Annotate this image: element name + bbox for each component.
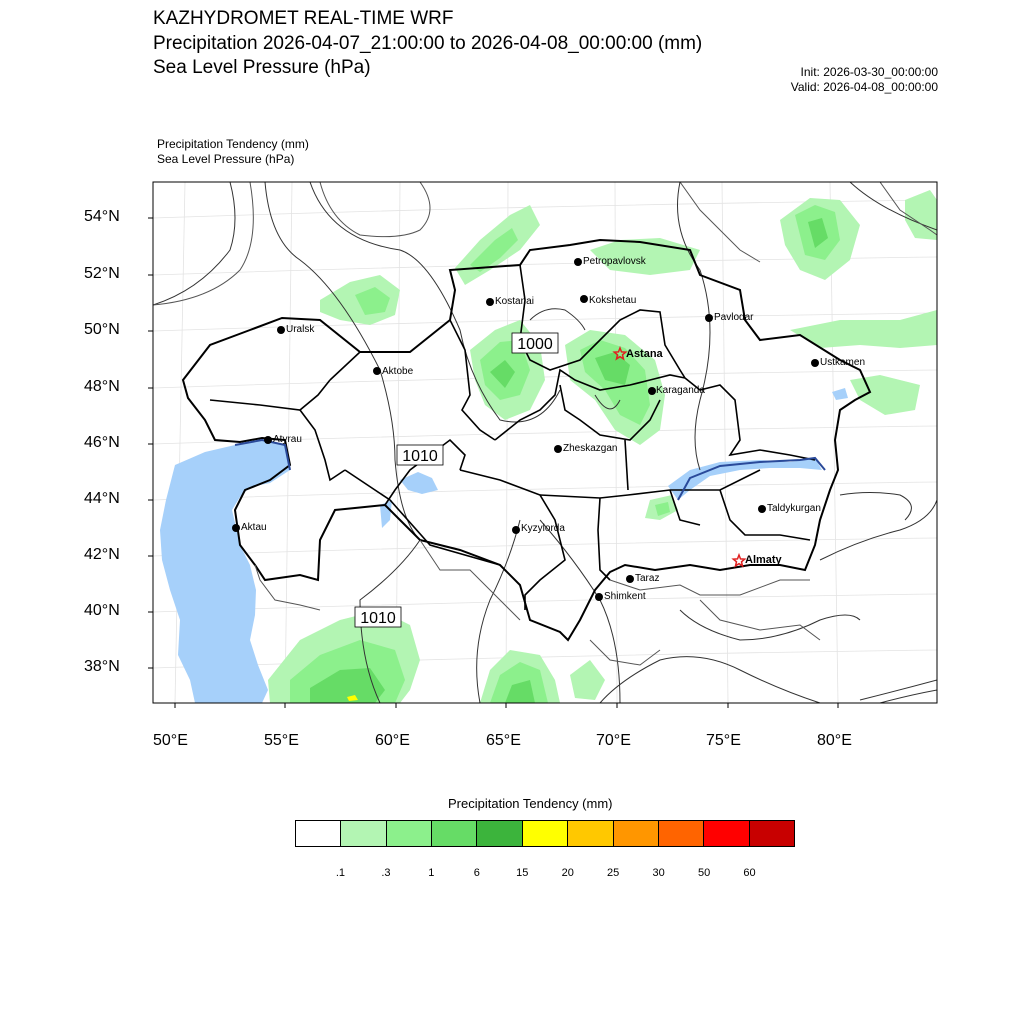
city-label-astana: Astana [626, 348, 663, 360]
city-label-almaty: Almaty [745, 554, 782, 566]
city-dot-icon [373, 367, 381, 375]
city-dot-icon [554, 445, 562, 453]
map-title: KAZHYDROMET REAL-TIME WRF [153, 8, 454, 29]
lat-label: 50°N [84, 321, 120, 338]
city-dot-icon [811, 359, 819, 367]
lon-label: 75°E [706, 732, 741, 749]
legend-swatch [568, 821, 613, 846]
legend-swatch [432, 821, 477, 846]
city-label-ustkamen: Ustkamen [820, 357, 866, 368]
city-label-aktau: Aktau [241, 522, 267, 533]
lat-label: 42°N [84, 546, 120, 563]
city-label-kostanai: Kostanai [495, 296, 534, 307]
city-label-shimkent: Shimkent [604, 591, 646, 602]
lat-label: 40°N [84, 602, 120, 619]
city-dot-icon [705, 314, 713, 322]
city-dot-icon [264, 436, 272, 444]
legend-swatch [477, 821, 522, 846]
city-label-atyrau: Atyrau [273, 434, 302, 445]
legend-title: Precipitation Tendency (mm) [448, 796, 613, 811]
legend-colorbar [295, 820, 795, 847]
lat-label: 54°N [84, 208, 120, 225]
lat-label: 52°N [84, 265, 120, 282]
contour-label: 1010 [402, 448, 438, 465]
city-dot-icon [648, 387, 656, 395]
legend-swatch [296, 821, 341, 846]
legend-swatch [750, 821, 794, 846]
legend-swatch [387, 821, 432, 846]
city-dot-icon [574, 258, 582, 266]
lon-label: 70°E [596, 732, 631, 749]
valid-time: Valid: 2026-04-08_00:00:00 [790, 80, 938, 94]
lat-label: 48°N [84, 378, 120, 395]
city-label-taraz: Taraz [635, 573, 660, 584]
lake-zaysan [832, 388, 848, 400]
map-subtitle-precip: Precipitation 2026-04-07_21:00:00 to 2026-04-08_00:00:00 (mm) [153, 33, 703, 54]
city-label-uralsk: Uralsk [286, 324, 315, 335]
city-dot-icon [277, 326, 285, 334]
field-label-slp: Sea Level Pressure (hPa) [157, 152, 295, 166]
lon-label: 50°E [153, 732, 188, 749]
lon-label: 60°E [375, 732, 410, 749]
city-dot-icon [595, 593, 603, 601]
field-label-precip: Precipitation Tendency (mm) [157, 137, 309, 151]
legend-label: 6 [473, 867, 480, 879]
legend-swatch [614, 821, 659, 846]
legend-label: 15 [516, 867, 529, 879]
city-label-taldykurgan: Taldykurgan [767, 503, 821, 514]
legend-label: 20 [561, 867, 574, 879]
init-time: Init: 2026-03-30_00:00:00 [800, 65, 938, 79]
city-label-pavlodar: Pavlodar [714, 312, 754, 323]
lon-label: 80°E [817, 732, 852, 749]
city-dot-icon [580, 295, 588, 303]
city-label-petropavlovsk: Petropavlovsk [583, 256, 646, 267]
lon-label: 65°E [486, 732, 521, 749]
city-label-kokshetau: Kokshetau [589, 295, 637, 306]
map-subtitle-slp: Sea Level Pressure (hPa) [153, 57, 371, 78]
legend-label: .1 [335, 867, 346, 879]
legend-label: 60 [743, 867, 756, 879]
city-dot-icon [486, 298, 494, 306]
legend-swatch [341, 821, 386, 846]
legend-label: 25 [607, 867, 620, 879]
lat-label: 44°N [84, 490, 120, 507]
city-dot-icon [512, 526, 520, 534]
legend-swatch [704, 821, 749, 846]
legend-label: 1 [428, 867, 435, 879]
legend-label: 50 [697, 867, 711, 879]
legend-label: 30 [652, 867, 665, 879]
legend-swatch [523, 821, 568, 846]
lat-label: 38°N [84, 658, 120, 675]
city-label-karaganda: Karaganda [656, 385, 705, 396]
lat-label: 46°N [84, 434, 120, 451]
lon-label: 55°E [264, 732, 299, 749]
legend-swatch [659, 821, 704, 846]
city-dot-icon [758, 505, 766, 513]
contour-label: 1000 [517, 336, 553, 353]
city-label-zheskazgan: Zheskazgan [563, 443, 618, 454]
city-label-kyzylorda: Kyzylorda [521, 523, 565, 534]
capital-star-icon [733, 555, 744, 566]
city-dot-icon [626, 575, 634, 583]
city-dot-icon [232, 524, 240, 532]
contour-label: 1010 [360, 610, 396, 627]
city-label-aktobe: Aktobe [382, 366, 414, 377]
legend-label: .3 [381, 867, 391, 879]
